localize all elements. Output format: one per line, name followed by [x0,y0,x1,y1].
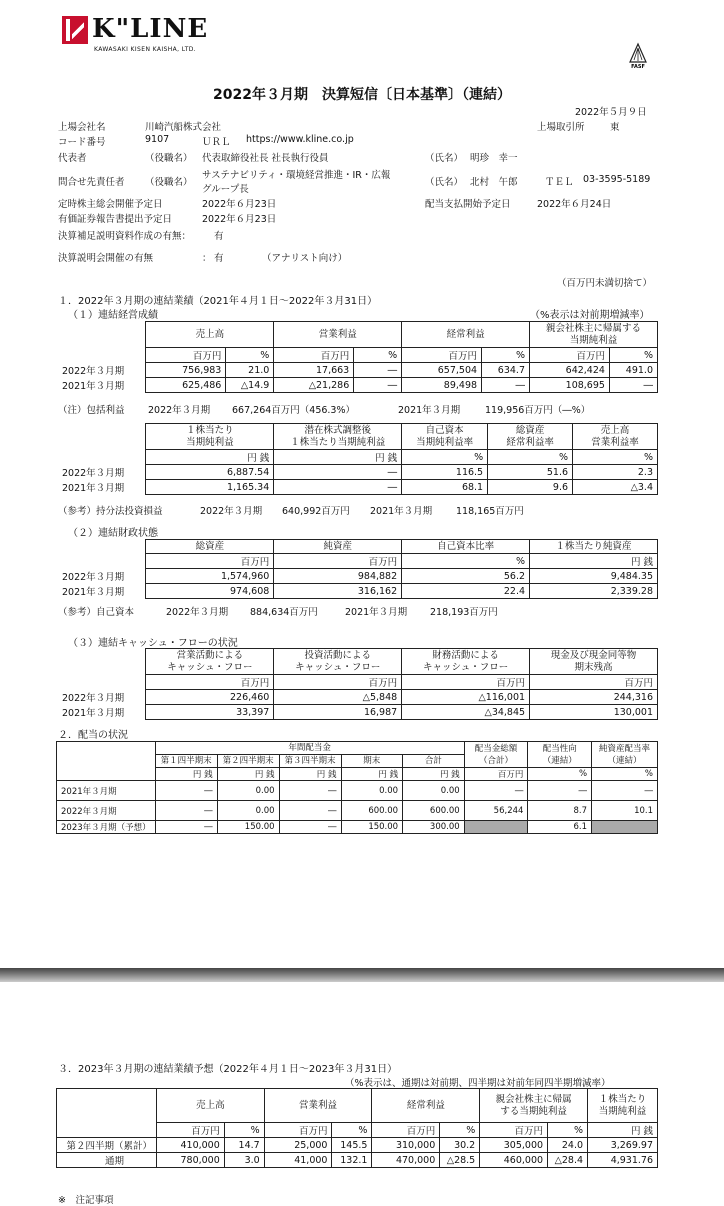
unit-cell: % [402,450,488,465]
table-cell: 3.0 [224,1153,264,1168]
table-cell: 310,000 [372,1138,440,1153]
svg-text:FASF: FASF [631,64,645,70]
table-cell: ― [155,801,217,821]
exchange-label: 上場取引所 [537,122,585,133]
rep-title-label: （役職名） [145,153,193,164]
table-cell: ― [155,781,217,801]
dividend-header: 合計 [403,755,465,768]
header-line: 親会社株主に帰属 [495,1093,572,1105]
header-line: する当期純利益 [500,1105,567,1117]
equity-method-value-1: 640,992百万円 [282,506,350,517]
table-cell: 657,504 [402,363,482,378]
company-label: 上場会社名 [58,122,106,133]
table-cell: 21.0 [226,363,274,378]
briefing-colon: ： [202,253,212,264]
unit-cell: 百万円 [402,675,530,690]
financial-header: 総資産 [146,540,274,554]
forecast-header-eps [588,1089,658,1123]
header-line: 総資産 [515,424,545,436]
header-line: 配当金総額 [474,743,518,754]
table-cell: 634.7 [482,363,530,378]
dividend-start-label: 配当支払開始予定日 [425,199,511,210]
table-cell: 300.00 [403,821,465,834]
unit-cell: 百万円 [530,675,658,690]
table-cell: 6,887.54 [146,465,274,480]
unit-cell: 百万円 [274,675,402,690]
header-line: キャッシュ・フロー [422,661,509,673]
cashflow-header [530,649,658,675]
unit-cell: % [224,1123,264,1138]
contact-name: 北村 午郎 [470,177,518,188]
header-line: 当期純利益率 [416,436,474,448]
table-row [58,690,658,705]
table-cell: ― [354,378,402,393]
header-line: 財務活動による [432,649,499,661]
k-logo-mark-icon [62,16,88,44]
table-cell: ― [274,465,402,480]
unit-cell: 百万円 [372,1123,440,1138]
row-label: 2023年３月期（予想） [57,821,156,834]
row-label: 2021年３月期 [57,781,156,801]
table-row [58,569,658,584]
table-cell: 145.5 [332,1138,372,1153]
cashflow-table [58,648,658,720]
table-cell: 9.6 [488,480,573,495]
table-row [58,705,658,720]
table-row [58,480,658,495]
unit-cell: 円 銭 [217,768,279,781]
table-cell: 780,000 [156,1153,224,1168]
table-cell: 56,244 [464,801,528,821]
section-1-1-note: （%表示は対前期増減率） [530,310,650,321]
table-cell: 51.6 [488,465,573,480]
table-cell: ― [155,821,217,834]
table-cell: △116,001 [402,690,530,705]
row-label: 2021年３月期 [62,587,125,598]
tel-label: ＴＥＬ [545,177,574,188]
equity-period-2: 2021年３月期 [345,607,408,618]
header-line: （合計） [479,755,514,766]
forecast-header-net [480,1089,588,1123]
equity-method-value-2: 118,165百万円 [456,506,524,517]
results-header-operating: 営業利益 [274,322,402,348]
table-cell: 132.1 [332,1153,372,1168]
section-3-note: （%表示は、通期は対前期、四半期は対前年同四半期増減率） [345,1078,611,1089]
row-label: 2022年３月期 [62,468,125,479]
header-line: 現金及び現金同等物 [550,649,637,661]
unit-cell: % [440,1123,480,1138]
section-1-2-title: （２）連結財政状態 [68,528,158,539]
unit-cell: % [592,768,658,781]
header-line: 純資産配当率 [599,743,651,754]
row-label: 2022年３月期 [57,801,156,821]
header-line: １株当たり [186,424,234,436]
header-line: 営業活動による [176,649,244,661]
cashflow-header [402,649,530,675]
header-line: 当期純利益 [186,436,234,448]
equity-method-period-1: 2022年３月期 [200,506,263,517]
header-line: 潜在株式調整後 [304,424,371,436]
contact-title-label: （役職名） [145,177,193,188]
dividend-start-date: 2022年６月24日 [537,199,612,210]
row-label: 2021年３月期 [62,381,125,392]
unit-cell: 百万円 [264,1123,332,1138]
url-link[interactable]: https://www.kline.co.jp [246,134,354,145]
unit-cell: 百万円 [156,1123,224,1138]
comprehensive-period-1: 2022年３月期 [148,405,211,416]
exchange-value: 東 [610,122,620,133]
results-header-net [530,322,658,348]
table-cell: 0.00 [341,781,403,801]
tel-value: 03-3595-5189 [583,174,651,185]
table-cell: 0.00 [217,801,279,821]
report-date: 2022年５月９日 [575,107,647,118]
header-line: 営業利益率 [591,436,639,448]
table-cell: 2,339.28 [530,584,658,599]
url-label: ＵＲＬ [202,137,231,148]
table-cell: 600.00 [403,801,465,821]
unit-cell: % [573,450,658,465]
unit-cell: 百万円 [274,554,402,569]
unit-cell: 円 銭 [588,1123,658,1138]
notes-heading: ※ 注記事項 [58,1195,114,1206]
financial-header: １株当たり純資産 [530,540,658,554]
table-row [58,465,658,480]
logo-wordmark: K"LINE [92,14,209,44]
document-title: 2022年３月期 決算短信〔日本基準〕（連結） [213,87,511,103]
unit-cell: % [482,348,530,363]
table-cell: 1,165.34 [146,480,274,495]
table-cell: 68.1 [402,480,488,495]
equity-label: （参考）自己資本 [58,607,135,618]
results-header-sales: 売上高 [146,322,274,348]
dividend-group-header: 年間配当金 [155,742,464,755]
rounding-note: （百万円未満切捨て） [557,278,653,289]
table-cell: 14.7 [224,1138,264,1153]
pershare-header [573,424,658,450]
financial-table [58,539,658,599]
table-cell: 470,000 [372,1153,440,1168]
table-row [57,1153,658,1168]
table-cell: 625,486 [146,378,226,393]
header-line: 期末残高 [574,661,613,673]
agm-date: 2022年６月23日 [202,199,277,210]
table-cell: 8.7 [528,801,592,821]
unit-cell: % [609,348,657,363]
equity-period-1: 2022年３月期 [166,607,229,618]
section-1-1-title: （１）連結経営成績 [68,310,158,321]
header-line: キャッシュ・フロー [295,661,381,673]
table-cell: 3,269.97 [588,1138,658,1153]
company-name: 川崎汽船株式会社 [145,122,222,133]
dividend-header: 第３四半期末 [279,755,341,768]
header-line: キャッシュ・フロー [167,661,253,673]
results-header-ordinary: 経常利益 [402,322,530,348]
row-label: 2021年３月期 [62,483,125,494]
table-row [58,363,658,378]
row-label: 2022年３月期 [62,366,125,377]
pershare-header [488,424,573,450]
table-cell: ― [482,378,530,393]
table-cell: ― [592,781,658,801]
row-label: 第２四半期（累計） [57,1138,157,1153]
table-cell: 460,000 [480,1153,548,1168]
logo-subtitle: KAWASAKI KISEN KAISHA, LTD. [94,46,197,53]
header-line: １株当たり [598,1093,647,1105]
table-cell: 116.5 [402,465,488,480]
table-cell: 642,424 [530,363,610,378]
contact-title-line2: グループ長 [202,184,249,195]
section-3-title: ３．2023年３月期の連結業績予想（2022年４月１日～2023年３月31日） [58,1064,398,1075]
dividend-header-doe [592,742,658,768]
table-row [58,584,658,599]
unit-cell: 円 銭 [341,768,403,781]
unit-cell: 百万円 [480,1123,548,1138]
table-cell: 600.00 [341,801,403,821]
table-cell: △28.5 [440,1153,480,1168]
unit-cell: % [226,348,274,363]
table-cell: 305,000 [480,1138,548,1153]
table-cell: 89,498 [402,378,482,393]
code-label: コード番号 [58,137,106,148]
briefing-note: （アナリスト向け） [262,253,348,264]
unit-cell: 百万円 [402,348,482,363]
table-row [57,801,658,821]
row-label: 2021年３月期 [62,708,125,719]
header-line: 配当性向 [542,743,577,754]
table-cell: 24.0 [548,1138,588,1153]
table-row [58,378,658,393]
table-row [57,821,658,834]
code-value: 9107 [145,134,170,145]
unit-cell: 円 銭 [403,768,465,781]
table-cell: 226,460 [146,690,274,705]
table-cell: ― [274,480,402,495]
contact-title-line1: サステナビリティ・環境経営推進・IR・広報 [202,170,391,181]
table-cell: 2.3 [573,465,658,480]
unit-cell: % [332,1123,372,1138]
table-cell: △5,848 [274,690,402,705]
unit-cell: 百万円 [146,554,274,569]
dividend-header: 第１四半期末 [155,755,217,768]
forecast-header-sales: 売上高 [156,1089,264,1123]
table-cell: ― [464,781,528,801]
results-header-net-line2: 当期純利益 [569,334,618,346]
header-line: 当期純利益 [598,1105,647,1117]
unit-cell: 円 銭 [279,768,341,781]
table-cell: 410,000 [156,1138,224,1153]
dividend-table [56,741,658,834]
table-cell: 150.00 [217,821,279,834]
row-label: 2022年３月期 [62,572,125,583]
table-cell: 56.2 [402,569,530,584]
pershare-header [146,424,274,450]
header-line: １株当たり当期純利益 [290,436,386,448]
table-cell: 108,695 [530,378,610,393]
table-cell: 0.00 [403,781,465,801]
equity-method-label: （参考）持分法投資損益 [58,506,163,517]
financial-header: 純資産 [274,540,402,554]
table-cell: 33,397 [146,705,274,720]
table-cell: △28.4 [548,1153,588,1168]
contact-name-label: （氏名） [425,177,464,188]
shaded-cell [464,821,528,834]
contact-label: 問合せ先責任者 [58,177,125,188]
comprehensive-value-1: 667,264百万円（456.3%） [232,405,356,416]
financial-header: 自己資本比率 [402,540,530,554]
table-cell: 984,882 [274,569,402,584]
header-line: 投資活動による [304,649,371,661]
unit-cell: 百万円 [464,768,528,781]
comprehensive-label: （注）包括利益 [58,405,125,416]
document-page-2 [0,982,724,1206]
row-label: 通期 [57,1153,157,1168]
table-cell: ― [279,821,341,834]
report-filing-date: 2022年６月23日 [202,214,277,225]
unit-cell: 円 銭 [155,768,217,781]
pershare-table [58,423,658,495]
table-cell: 756,983 [146,363,226,378]
row-label: 2022年３月期 [62,693,125,704]
unit-cell: 百万円 [146,675,274,690]
unit-cell: 円 銭 [274,450,402,465]
cashflow-header [274,649,402,675]
table-cell: 17,663 [274,363,354,378]
unit-cell: 百万円 [146,348,226,363]
report-filing-label: 有価証券報告書提出予定日 [58,214,173,225]
table-cell: 22.4 [402,584,530,599]
pershare-header [402,424,488,450]
table-cell: 316,162 [274,584,402,599]
table-cell: ― [354,363,402,378]
rep-title: 代表取締役社長 社長執行役員 [202,153,329,164]
table-cell: 6.1 [528,821,592,834]
unit-cell: % [488,450,573,465]
table-cell: △34,845 [402,705,530,720]
table-cell: 4,931.76 [588,1153,658,1168]
equity-value-2: 218,193百万円 [430,607,498,618]
results-header-net-line1: 親会社株主に帰属する [545,322,641,334]
page-separator [0,968,724,982]
unit-cell: 百万円 [530,348,610,363]
section-1-title: １．2022年３月期の連結業績（2021年４月１日～2022年３月31日） [58,296,378,307]
table-cell: 974,608 [146,584,274,599]
forecast-header-operating: 営業利益 [264,1089,372,1123]
unit-cell: % [548,1123,588,1138]
supplementary-label: 決算補足説明資料作成の有無： [58,231,192,242]
table-cell: ― [609,378,657,393]
table-cell: 41,000 [264,1153,332,1168]
header-line: （連結） [607,755,642,766]
forecast-header-ordinary: 経常利益 [372,1089,480,1123]
table-cell: 10.1 [592,801,658,821]
fasf-mark-icon [626,42,650,70]
briefing-value: 有 [214,253,224,264]
header-line: 経常利益率 [506,436,554,448]
unit-cell: % [528,768,592,781]
unit-cell: % [354,348,402,363]
results-table [58,321,658,393]
unit-cell: 円 銭 [146,450,274,465]
unit-cell: 百万円 [274,348,354,363]
unit-cell: % [402,554,530,569]
table-cell: 16,987 [274,705,402,720]
table-cell: ― [279,781,341,801]
company-logo [62,14,222,53]
table-cell: ― [528,781,592,801]
forecast-table [56,1088,658,1168]
table-cell: 491.0 [609,363,657,378]
table-cell: 9,484.35 [530,569,658,584]
header-line: （連結） [542,755,577,766]
table-cell: 130,001 [530,705,658,720]
table-row [57,781,658,801]
section-1-3-title: （３）連結キャッシュ・フローの状況 [68,638,238,649]
table-cell: △3.4 [573,480,658,495]
rep-label: 代表者 [58,153,87,164]
table-cell: 150.00 [341,821,403,834]
table-cell: △21,286 [274,378,354,393]
table-cell: ― [279,801,341,821]
table-cell: 25,000 [264,1138,332,1153]
section-2-title: ２．配当の状況 [58,730,128,741]
cashflow-header [146,649,274,675]
pershare-header [274,424,402,450]
table-cell: 1,574,960 [146,569,274,584]
supplementary-value: 有 [214,231,224,242]
comprehensive-value-2: 119,956百万円（―%） [485,405,591,416]
header-line: 自己資本 [425,424,464,436]
dividend-header: 期末 [341,755,403,768]
rep-name: 明珍 幸一 [470,153,518,164]
table-cell: 244,316 [530,690,658,705]
equity-method-period-2: 2021年３月期 [370,506,433,517]
dividend-header: 第２四半期末 [217,755,279,768]
table-cell: 30.2 [440,1138,480,1153]
table-row [57,1138,658,1153]
comprehensive-period-2: 2021年３月期 [398,405,461,416]
equity-value-1: 884,634百万円 [250,607,318,618]
table-cell: △14.9 [226,378,274,393]
rep-name-label: （氏名） [425,153,464,164]
dividend-header-total [464,742,528,768]
dividend-header-payout [528,742,592,768]
agm-label: 定時株主総会開催予定日 [58,199,163,210]
briefing-label: 決算説明会開催の有無 [58,253,154,264]
header-line: 売上高 [600,424,630,436]
shaded-cell [592,821,658,834]
table-cell: 0.00 [217,781,279,801]
unit-cell: 円 銭 [530,554,658,569]
